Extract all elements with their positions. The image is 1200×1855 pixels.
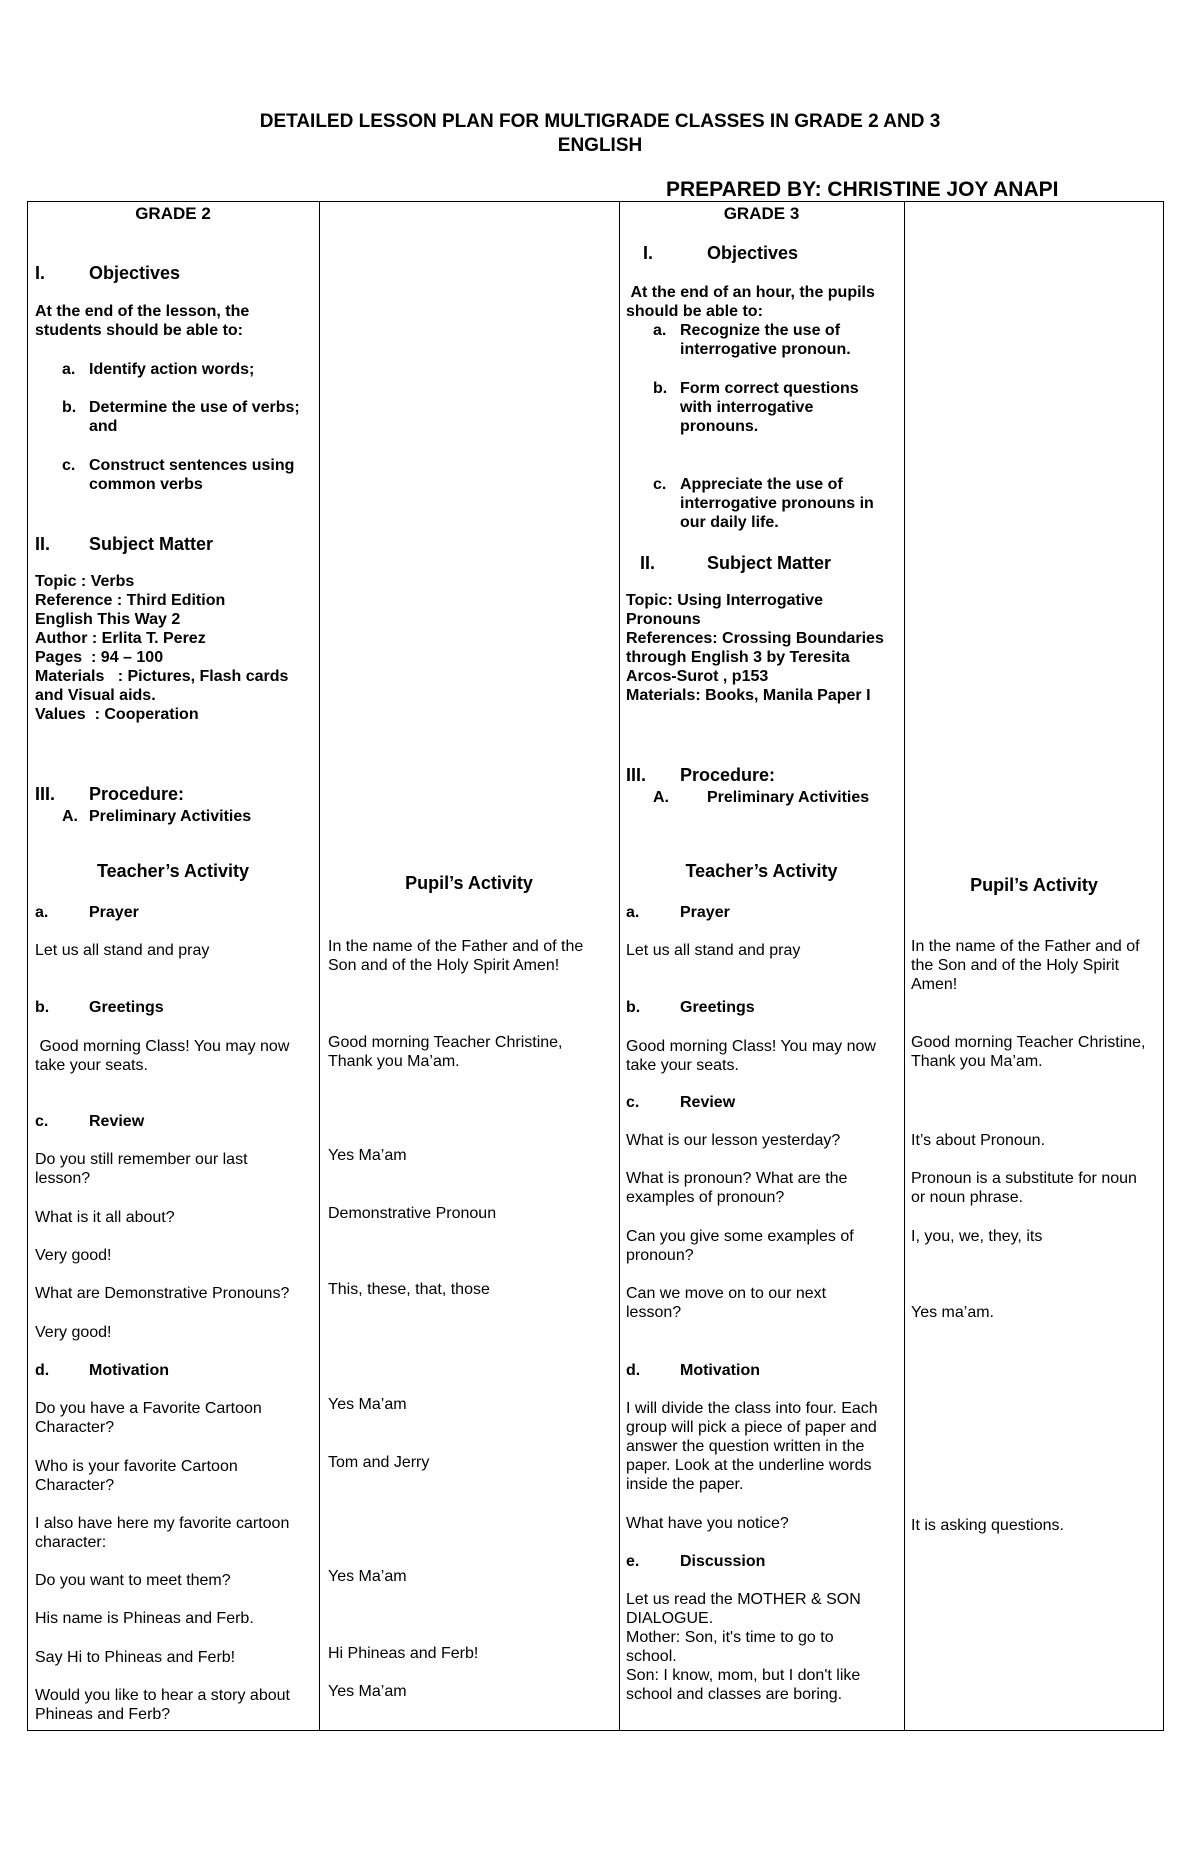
prepared-by: PREPARED BY: CHRISTINE JOY ANAPI [666,178,1059,201]
g3-objectives-number: I. [643,243,654,263]
g3-motivation-pupil-1: It is asking questions. [911,1517,1064,1534]
g2-motivation-pupil-1: Yes Ma’am [328,1396,407,1413]
g3-greetings-pupil: Good morning Teacher Christine, Thank you Ma’am. [911,1034,1146,1070]
g3-objective-c: Appreciate the use of interrogative pronouns in our daily life. [680,476,874,531]
g3-preliminary-title: Preliminary Activities [707,789,870,806]
g2-review-pupil-3: This, these, that, those [328,1281,490,1298]
column-divider-1 [319,201,320,1731]
g2-teacher-activity-heading: Teacher’s Activity [96,861,250,881]
column-divider-2 [619,201,620,1731]
g3-prayer-teacher: Let us all stand and pray [626,942,801,959]
g3-prayer-letter: a. [626,904,640,921]
g3-review-teacher-4: Can we move on to our next lesson? [626,1285,827,1321]
g3-subject-matter-number: II. [640,553,656,573]
g3-discussion-teacher: Let us read the MOTHER & SON DIALOGUE. Mother: Son, it's time to go to school. Son: I know, mom, but I don't like school and classes are boring. [626,1591,861,1703]
g3-prayer-pupil: In the name of the Father and of the Son and of the Holy Spirit Amen! [911,938,1140,993]
g2-objectives-intro: At the end of the lesson, the students should be able to: [35,303,250,339]
g3-motivation-teacher-1: I will divide the class into four. Each group will pick a piece of paper and answer the question written in the paper. Look at the underline words inside the paper. [626,1400,878,1493]
g2-preliminary-letter: A. [62,808,78,825]
g3-greetings-letter: b. [626,999,641,1016]
g2-review-teacher-2: What is it all about? [35,1209,175,1226]
g2-motivation-letter: d. [35,1362,50,1379]
g2-objective-c: Construct sentences using common verbs [89,457,295,493]
g2-motivation-pupil-3: Yes Ma’am [328,1568,407,1585]
g2-review-title: Review [89,1113,145,1130]
g2-review-letter: c. [35,1113,49,1130]
g2-motivation-teacher-2: Who is your favorite Cartoon Character? [35,1458,238,1494]
g2-preliminary-title: Preliminary Activities [89,808,252,825]
g3-review-title: Review [680,1094,736,1111]
g3-review-teacher-1: What is our lesson yesterday? [626,1132,841,1149]
g3-objective-a-letter: a. [653,322,667,339]
g3-objective-b-letter: b. [653,380,668,397]
g3-motivation-title: Motivation [680,1362,760,1379]
g3-review-teacher-2: What is pronoun? What are the examples of pronoun? [626,1170,848,1206]
g2-motivation-teacher-4: Do you want to meet them? [35,1572,231,1589]
g2-motivation-pupil-4: Hi Phineas and Ferb! [328,1645,479,1662]
g3-review-letter: c. [626,1094,640,1111]
g3-review-pupil-2: Pronoun is a substitute for noun or noun phrase. [911,1170,1137,1206]
grade3-heading: GRADE 3 [723,204,800,223]
g2-motivation-teacher-3: I also have here my favorite cartoon character: [35,1515,290,1551]
g2-prayer-title: Prayer [89,904,139,921]
g2-review-pupil-2: Demonstrative Pronoun [328,1205,497,1222]
g3-subject-matter-title: Subject Matter [707,553,832,573]
g2-review-teacher-4: What are Demonstrative Pronouns? [35,1285,290,1302]
g2-review-teacher-5: Very good! [35,1324,112,1341]
g2-prayer-teacher: Let us all stand and pray [35,942,210,959]
g2-objectives-title: Objectives [89,263,181,283]
g2-objectives-number: I. [35,263,46,283]
g2-motivation-teacher-7: Would you like to hear a story about Phineas and Ferb? [35,1687,290,1723]
g2-objective-b-letter: b. [62,399,77,416]
g2-subject-matter-number: II. [35,534,51,554]
g2-prayer-pupil: In the name of the Father and of the Son and of the Holy Spirit Amen! [328,938,584,974]
g2-greetings-letter: b. [35,999,50,1016]
column-divider-3 [904,201,905,1731]
g3-review-pupil-3: I, you, we, they, its [911,1228,1043,1245]
g2-motivation-pupil-2: Tom and Jerry [328,1454,430,1471]
g3-subject-matter-body: Topic: Using Interrogative Pronouns References: Crossing Boundaries through English 3 by Teresita Arcos-Surot , p153 Materials: Books, Manila Paper I [626,592,884,704]
g2-motivation-pupil-5: Yes Ma’am [328,1683,407,1700]
g3-objective-c-letter: c. [653,476,667,493]
g2-objective-c-letter: c. [62,457,76,474]
g3-objective-b: Form correct questions with interrogative pronouns. [680,380,859,435]
g2-prayer-letter: a. [35,904,49,921]
g2-subject-matter-title: Subject Matter [89,534,214,554]
g3-objectives-intro: At the end of an hour, the pupils should be able to: [626,284,875,320]
g3-objective-a: Recognize the use of interrogative pronoun. [680,322,851,358]
document-title: DETAILED LESSON PLAN FOR MULTIGRADE CLASSES IN GRADE 2 AND 3 [259,111,941,132]
g2-objective-b: Determine the use of verbs; and [89,399,300,435]
g2-greetings-teacher: Good morning Class! You may now take your seats. [35,1038,290,1074]
g3-teacher-activity-heading: Teacher’s Activity [685,861,838,881]
g3-review-pupil-1: It’s about Pronoun. [911,1132,1046,1149]
document-subtitle: ENGLISH [557,135,643,156]
g2-pupil-activity-heading: Pupil’s Activity [405,873,533,893]
g3-review-pupil-4: Yes ma’am. [911,1304,994,1321]
g3-prayer-title: Prayer [680,904,730,921]
g2-review-pupil-1: Yes Ma’am [328,1147,407,1164]
g3-motivation-teacher-2: What have you notice? [626,1515,789,1532]
g2-review-teacher-1: Do you still remember our last lesson? [35,1151,248,1187]
g3-objectives-title: Objectives [707,243,799,263]
g3-procedure-title: Procedure: [680,765,776,785]
g3-motivation-letter: d. [626,1362,641,1379]
g3-preliminary-letter: A. [653,789,669,806]
g2-greetings-pupil: Good morning Teacher Christine, Thank you Ma’am. [328,1034,563,1070]
g2-procedure-title: Procedure: [89,784,185,804]
g3-greetings-title: Greetings [680,999,755,1016]
g2-motivation-teacher-6: Say Hi to Phineas and Ferb! [35,1649,236,1666]
g3-greetings-teacher: Good morning Class! You may now take your seats. [626,1038,876,1074]
g2-objective-a-letter: a. [62,361,76,378]
grade2-heading: GRADE 2 [135,204,211,223]
g2-motivation-title: Motivation [89,1362,169,1379]
g2-motivation-teacher-5: His name is Phineas and Ferb. [35,1610,254,1627]
g3-discussion-title: Discussion [680,1553,766,1570]
g2-motivation-teacher-1: Do you have a Favorite Cartoon Character? [35,1400,262,1436]
g2-subject-matter-body: Topic : Verbs Reference : Third Edition English This Way 2 Author : Erlita T. Perez Pages : 94 – 100 Materials : Pictures, Flash cards and Visual aids. Values : Cooperation [35,573,289,723]
g2-review-teacher-3: Very good! [35,1247,112,1264]
g3-pupil-activity-heading: Pupil’s Activity [970,875,1098,895]
g3-procedure-number: III. [626,765,647,785]
g2-greetings-title: Greetings [89,999,164,1016]
g3-discussion-letter: e. [626,1553,640,1570]
g2-procedure-number: III. [35,784,56,804]
g2-objective-a: Identify action words; [89,361,255,378]
g3-review-teacher-3: Can you give some examples of pronoun? [626,1228,854,1264]
